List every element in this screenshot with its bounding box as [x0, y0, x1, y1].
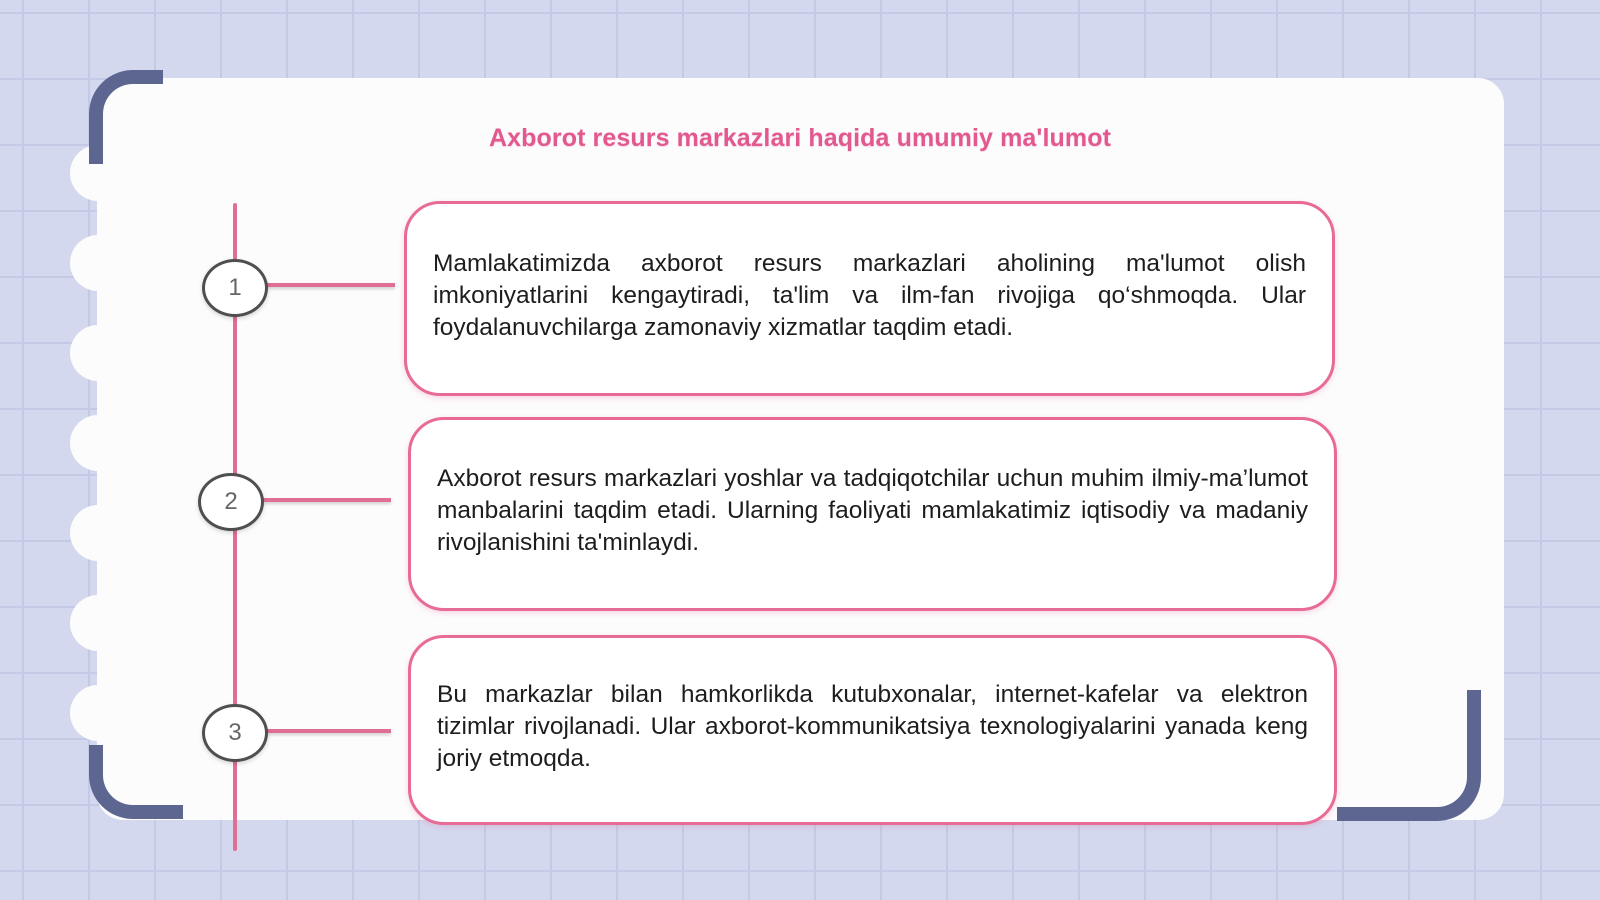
paper-scallop — [70, 595, 126, 651]
slide-title: Axborot resurs markazlari haqida umumiy ma'lumot — [488, 124, 1112, 152]
step-number-badge: 2 — [198, 473, 264, 531]
info-card-text: Mamlakatimizda axborot resurs markazlari aholining ma'lumot olish imkoniyatlarini kengaytiradi, ta'lim va ilm-fan rivojiga qo‘shmoqda. Ular foydalanuvchilarga zamonaviy xizmatlar taqdim etadi. — [433, 249, 1306, 341]
info-card-text: Axborot resurs markazlari yoshlar va tadqiqotchilar uchun muhim ilmiy-ma’lumot manbalarini taqdim etadi. Ularning faoliyati mamlakatimiz iqtisodiy va madaniy rivojlanishini ta'minlaydi. — [437, 465, 1308, 556]
frame-bracket-bottom-right — [1337, 690, 1481, 821]
info-card-text: Bu markazlar bilan hamkorlikda kutubxonalar, internet-kafelar va elektron tizimlar rivojlanadi. Ular axborot-kommunikatsiya texnologiyalarini yanada keng joriy etmoqda. — [437, 681, 1308, 772]
info-card — [408, 417, 1337, 611]
paper-scallop — [70, 685, 126, 741]
frame-bracket-bottom-left — [89, 745, 183, 819]
timeline-connector — [266, 283, 395, 287]
timeline-connector — [263, 498, 391, 502]
step-number-badge: 3 — [202, 704, 268, 762]
step-number-badge: 1 — [202, 259, 268, 317]
timeline-connector — [266, 729, 391, 733]
paper-scallop — [70, 505, 126, 561]
paper-scallop — [70, 325, 126, 381]
frame-bracket-top-left — [89, 70, 163, 164]
info-card — [404, 201, 1335, 396]
paper-scallop — [70, 235, 126, 291]
paper-scallop — [70, 415, 126, 471]
info-card — [408, 635, 1337, 825]
